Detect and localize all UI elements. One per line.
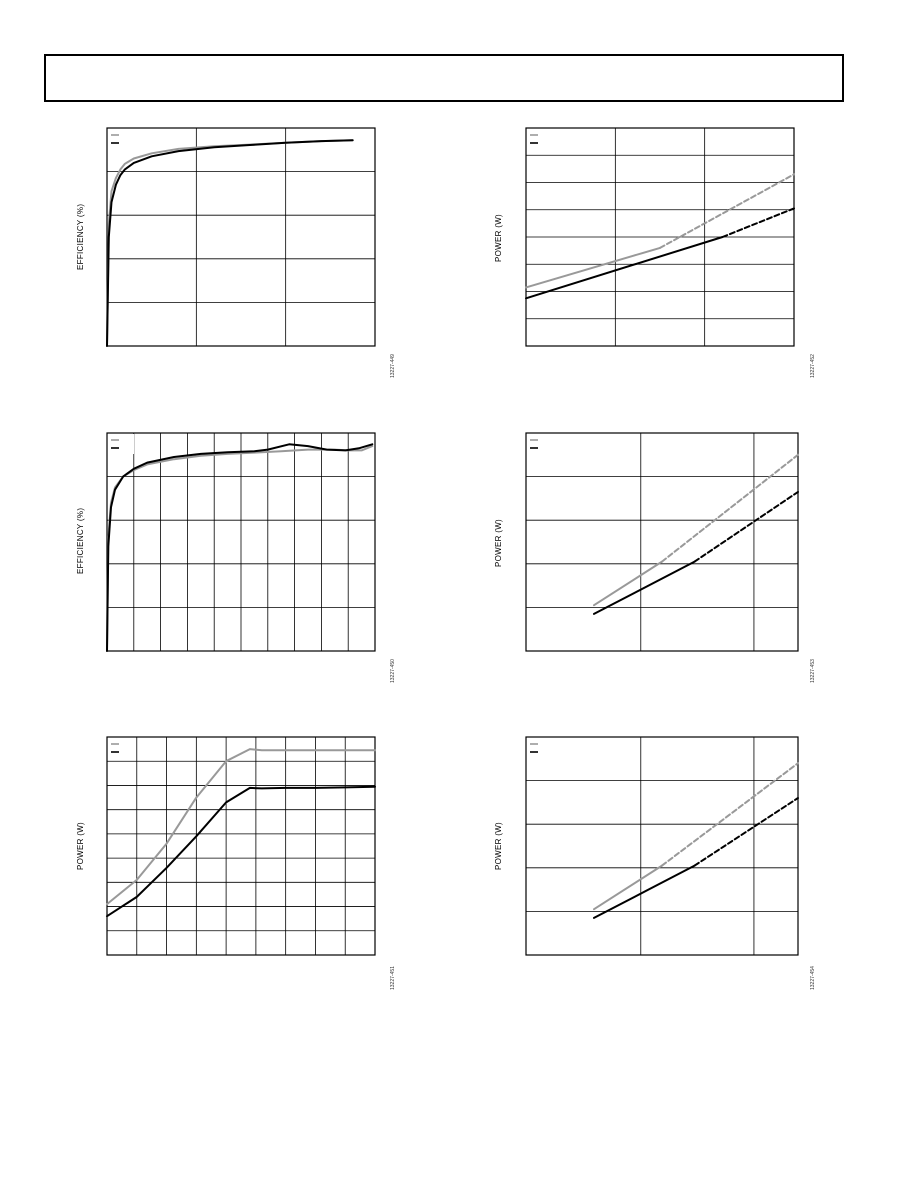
power-chart-5 — [107, 737, 375, 955]
y-axis-label: POWER (W) — [76, 821, 85, 870]
y-axis-label: EFFICIENCY (%) — [76, 507, 85, 574]
chart-plot — [526, 433, 798, 651]
legend-box — [527, 738, 553, 758]
chart-plot — [107, 433, 375, 651]
efficiency-chart-1 — [107, 128, 375, 346]
legend-box — [108, 129, 134, 149]
plot-frame — [107, 128, 375, 346]
figure-id: 13227-451 — [390, 966, 396, 990]
legend-box — [108, 434, 134, 454]
y-axis-label: POWER (W) — [494, 518, 503, 567]
plot-frame — [526, 433, 798, 651]
series-line-3 — [723, 208, 795, 237]
series-line-0 — [526, 248, 660, 288]
series-line-2 — [594, 562, 695, 614]
y-axis-label: EFFICIENCY (%) — [76, 203, 85, 270]
series-line-1 — [662, 763, 798, 865]
power-chart-6 — [526, 737, 798, 955]
figure-id: 13227-449 — [390, 354, 396, 378]
series-line-2 — [526, 237, 723, 298]
chart-plot — [526, 737, 798, 955]
page-header-box — [44, 54, 844, 102]
series-line-1 — [107, 140, 353, 346]
series-line-1 — [107, 444, 372, 651]
y-axis-label: POWER (W) — [494, 213, 503, 262]
legend-box — [108, 738, 134, 758]
figure-id: 13227-453 — [810, 659, 816, 683]
series-line-1 — [107, 787, 375, 917]
series-line-2 — [594, 866, 695, 918]
legend-box — [527, 434, 553, 454]
series-line-3 — [695, 798, 798, 866]
chart-plot — [526, 128, 794, 346]
series-line-0 — [107, 140, 353, 346]
plot-frame — [526, 737, 798, 955]
figure-id: 13227-454 — [810, 966, 816, 990]
series-line-0 — [107, 749, 375, 904]
power-chart-2 — [526, 128, 794, 346]
chart-plot — [107, 737, 375, 955]
figure-id: 13227-452 — [810, 354, 816, 378]
efficiency-chart-3 — [107, 433, 375, 651]
plot-frame — [107, 737, 375, 955]
figure-id: 13227-450 — [390, 659, 396, 683]
series-line-1 — [662, 455, 798, 562]
series-line-3 — [695, 492, 798, 562]
legend-box — [527, 129, 553, 149]
chart-plot — [107, 128, 375, 346]
power-chart-4 — [526, 433, 798, 651]
y-axis-label: POWER (W) — [494, 821, 503, 870]
